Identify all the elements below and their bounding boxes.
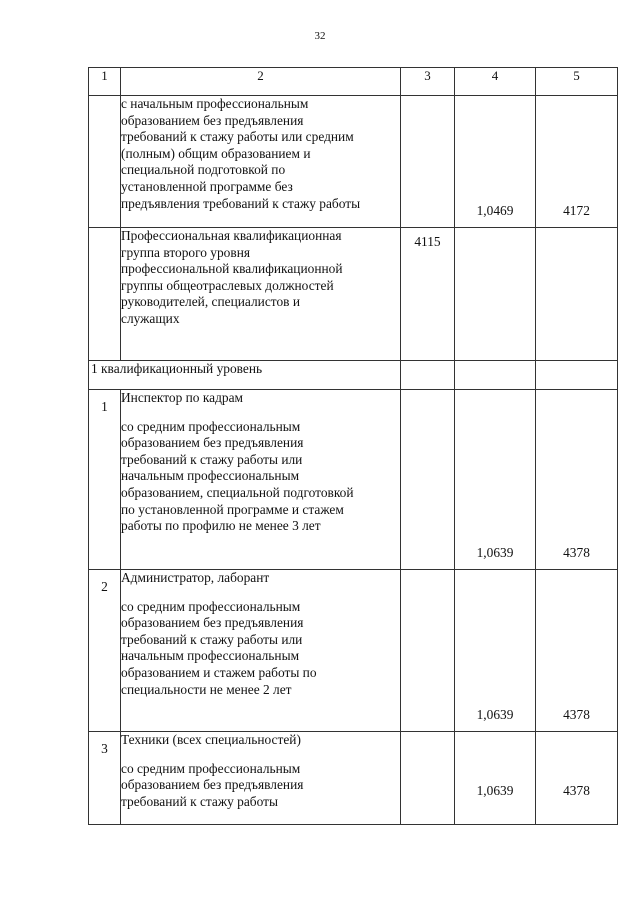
description-line: руководителей, специалистов и xyxy=(121,294,300,310)
column-number: 4 xyxy=(455,68,536,96)
description-line: требований к стажу работы или xyxy=(121,631,303,647)
row-code xyxy=(401,390,455,570)
position-title: Инспектор по кадрам xyxy=(121,390,244,405)
description-line: группы общеотраслевых должностей xyxy=(121,277,334,293)
empty-cell xyxy=(455,361,536,390)
row-salary: 4378 xyxy=(536,390,618,570)
description-line: образованием без предъявления xyxy=(121,615,304,631)
row-salary xyxy=(536,228,618,361)
row-salary: 4172 xyxy=(536,96,618,228)
column-number-row xyxy=(89,68,618,96)
row-salary: 4378 xyxy=(536,570,618,732)
table-row xyxy=(89,96,618,228)
qualification-level-label: 1 квалификационный уровень xyxy=(89,361,401,390)
empty-cell xyxy=(536,361,618,390)
description-line: требований к стажу работы xyxy=(121,793,278,809)
row-code xyxy=(401,732,455,825)
row-index xyxy=(89,228,121,361)
description-line: образованием без предъявления xyxy=(121,777,304,793)
salary-table xyxy=(88,67,618,825)
position-title: Техники (всех специальностей) xyxy=(121,732,301,747)
table-row xyxy=(89,570,618,732)
row-description xyxy=(121,732,401,825)
column-number: 2 xyxy=(121,68,401,96)
description-line: с начальным профессиональным xyxy=(121,96,309,111)
description-line: установленной программе без xyxy=(121,178,293,194)
row-code xyxy=(401,570,455,732)
table-row xyxy=(89,228,618,361)
description-line: требований к стажу работы или xyxy=(121,451,303,467)
row-coefficient: 1,0639 xyxy=(455,390,536,570)
description-line: начальным профессиональным xyxy=(121,468,300,484)
row-salary: 4378 xyxy=(536,732,618,825)
row-coefficient: 1,0639 xyxy=(455,570,536,732)
row-description xyxy=(121,96,401,228)
row-code xyxy=(401,96,455,228)
description-line: служащих xyxy=(121,310,180,326)
column-number: 1 xyxy=(89,68,121,96)
row-coefficient xyxy=(455,228,536,361)
row-index: 3 xyxy=(89,732,121,825)
description-line: образованием и стажем работы по xyxy=(121,664,317,680)
row-index: 2 xyxy=(89,570,121,732)
description-line: образованием без предъявления xyxy=(121,112,304,128)
description-line: Профессиональная квалификационная xyxy=(121,228,342,243)
row-code: 4115 xyxy=(401,228,455,361)
description-line: по установленной программе и стажем xyxy=(121,501,344,517)
description-line: со средним профессиональным xyxy=(121,598,301,614)
page-number: 32 xyxy=(314,30,326,42)
row-description xyxy=(121,570,401,732)
row-index: 1 xyxy=(89,390,121,570)
description-line: со средним профессиональным xyxy=(121,760,301,776)
column-number: 5 xyxy=(536,68,618,96)
row-coefficient: 1,0639 xyxy=(455,732,536,825)
description-line: предъявления требований к стажу работы xyxy=(121,195,361,211)
description-line: группа второго уровня xyxy=(121,244,251,260)
table-row xyxy=(89,732,618,825)
description-line: требований к стажу работы или средним xyxy=(121,129,354,145)
description-line: (полным) общим образованием и xyxy=(121,145,311,161)
row-coefficient: 1,0469 xyxy=(455,96,536,228)
column-number: 3 xyxy=(401,68,455,96)
row-index xyxy=(89,96,121,228)
description-line: специальности не менее 2 лет xyxy=(121,681,292,697)
description-line: специальной подготовкой по xyxy=(121,162,286,178)
qualification-level-row xyxy=(89,361,618,390)
table-row xyxy=(89,390,618,570)
description-line: профессиональной квалификационной xyxy=(121,261,343,277)
row-description xyxy=(121,390,401,570)
description-line: начальным профессиональным xyxy=(121,648,300,664)
description-line: со средним профессиональным xyxy=(121,418,301,434)
position-title: Администратор, лаборант xyxy=(121,570,270,585)
empty-cell xyxy=(401,361,455,390)
description-line: образованием, специальной подготовкой xyxy=(121,484,354,500)
row-description xyxy=(121,228,401,361)
description-line: образованием без предъявления xyxy=(121,435,304,451)
description-line: работы по профилю не менее 3 лет xyxy=(121,518,321,534)
